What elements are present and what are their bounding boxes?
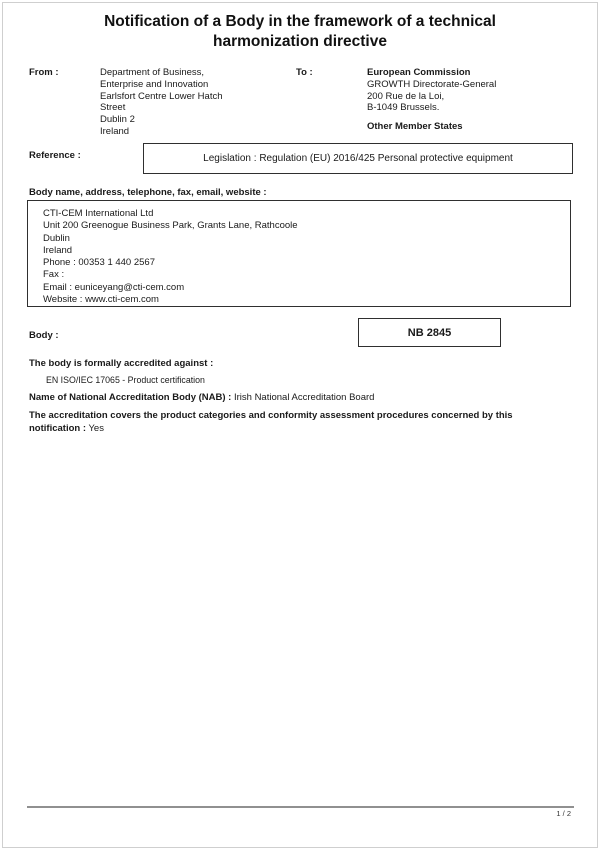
body-detail-line: CTI-CEM International Ltd bbox=[43, 208, 154, 219]
nab-label: Name of National Accreditation Body (NAB) : bbox=[29, 392, 232, 403]
from-address-line: Street bbox=[100, 102, 126, 114]
to-address bbox=[367, 67, 577, 133]
reference-label: Reference : bbox=[29, 150, 81, 161]
from-label: From : bbox=[29, 67, 59, 78]
accredited-against-label: The body is formally accredited against : bbox=[29, 358, 214, 369]
footer-divider bbox=[27, 806, 574, 808]
nab-value: Irish National Accreditation Board bbox=[233, 392, 375, 403]
body-detail-line: Website : www.cti-cem.com bbox=[43, 294, 159, 306]
accreditation-covers-value: Yes bbox=[88, 423, 104, 434]
body-details-box bbox=[27, 200, 571, 307]
from-address bbox=[100, 67, 270, 138]
nab-line bbox=[29, 392, 574, 403]
body-number-value: NB 2845 bbox=[407, 326, 452, 339]
reference-value: Legislation : Regulation (EU) 2016/425 Personal protective equipment bbox=[203, 153, 513, 164]
body-number-box bbox=[358, 318, 501, 347]
from-address-line: Enterprise and Innovation bbox=[100, 78, 209, 90]
from-address-line: Ireland bbox=[100, 125, 130, 137]
accreditation-covers-label: The accreditation covers the product categories and conformity assessment procedures concerned by this notification : bbox=[29, 410, 513, 434]
body-detail-line: Dublin bbox=[43, 232, 70, 244]
body-detail-line: Email : euniceyang@cti-cem.com bbox=[43, 281, 185, 293]
accredited-against-value: EN ISO/IEC 17065 - Product certification bbox=[46, 375, 205, 385]
body-detail-line: Ireland bbox=[43, 244, 73, 256]
to-address-line: GROWTH Directorate-General bbox=[367, 78, 497, 90]
to-label: To : bbox=[296, 67, 313, 78]
to-recipient: European Commission bbox=[367, 67, 471, 78]
body-number-label: Body : bbox=[29, 330, 59, 341]
accreditation-covers-line bbox=[29, 409, 559, 435]
body-detail-line: Fax : bbox=[43, 269, 65, 281]
to-address-line: B-1049 Brussels. bbox=[367, 102, 440, 114]
body-detail-line: Unit 200 Greenogue Business Park, Grants Lane, Rathcoole bbox=[43, 220, 298, 232]
other-member-states: Other Member States bbox=[367, 121, 463, 133]
from-address-line: Earlsfort Centre Lower Hatch bbox=[100, 90, 223, 102]
page-title: Notification of a Body in the framework of a technical harmonization directive bbox=[104, 13, 496, 50]
from-address-line: Department of Business, bbox=[100, 67, 205, 78]
body-details-label: Body name, address, telephone, fax, email, website : bbox=[29, 187, 267, 198]
to-address-line: 200 Rue de la Loi, bbox=[367, 90, 445, 102]
document-page bbox=[2, 2, 598, 848]
from-address-line: Dublin 2 bbox=[100, 114, 135, 126]
reference-value-box bbox=[143, 143, 573, 174]
page-number: 1 / 2 bbox=[556, 809, 571, 818]
body-detail-line: Phone : 00353 1 440 2567 bbox=[43, 257, 155, 269]
